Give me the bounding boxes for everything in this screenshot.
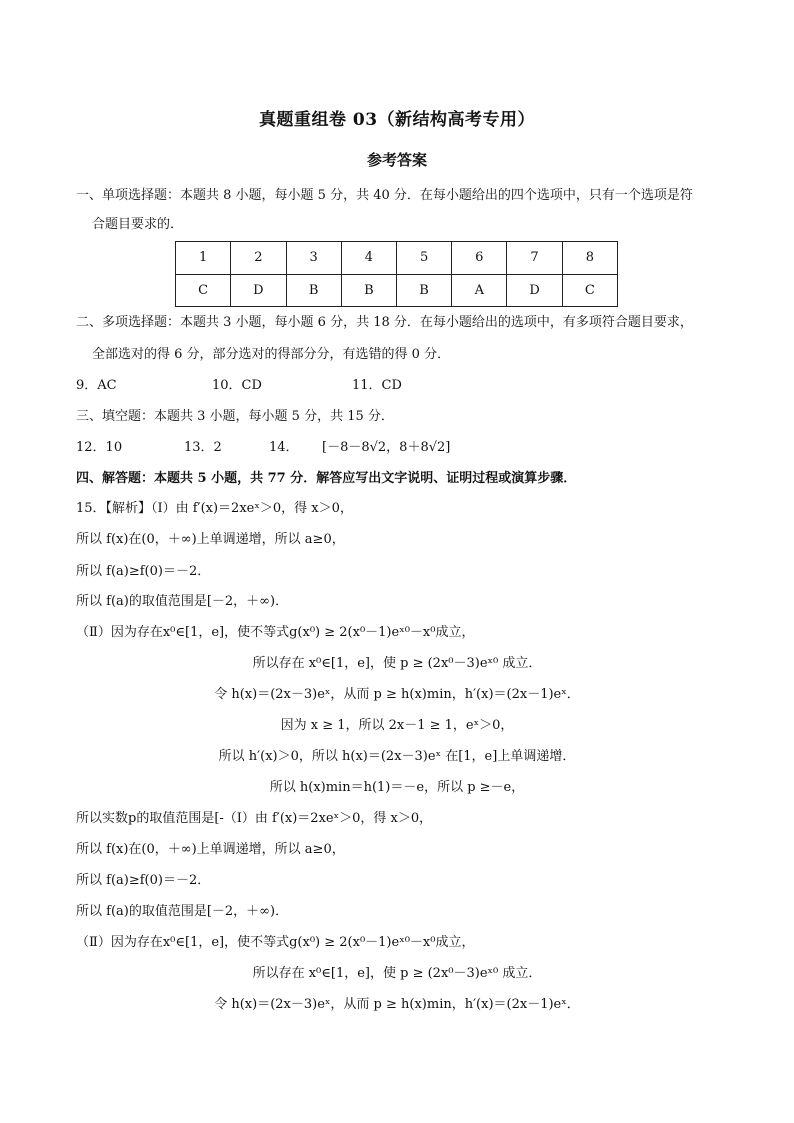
solution-line: 所以 f(x)在(0，＋∞)上单调递增，所以 a≥0， bbox=[76, 532, 345, 547]
solution-line: 所以存在 x⁰∈[1，e]，使 p ≥ (2x⁰－3)eˣ⁰ 成立． bbox=[252, 656, 542, 671]
answer-q10: 10．CD bbox=[212, 378, 262, 393]
document-title: 真题重组卷 03（新结构高考专用） bbox=[258, 110, 536, 130]
answer-cell: B bbox=[341, 274, 396, 307]
answer-q13: 13．2 bbox=[184, 440, 222, 455]
solution-line: 所以 f(a)的取值范围是[－2，＋∞)． bbox=[76, 904, 289, 919]
answer-q14-value: [－8－8√2，8＋8√2] bbox=[322, 440, 451, 455]
answer-cell: D bbox=[231, 274, 286, 307]
answer-key-heading: 参考答案 bbox=[366, 151, 427, 169]
solution-line: （Ⅱ）因为存在x⁰∈[1，e]，使不等式g(x⁰) ≥ 2(x⁰－1)eˣ⁰－x⁰成立， bbox=[76, 935, 475, 950]
section3-instructions: 三、填空题：本题共 3 小题，每小题 5 分，共 15 分． bbox=[76, 409, 394, 424]
solution-line: 所以 f(a)≥f(0)＝－2． bbox=[76, 564, 211, 579]
solution-line: （Ⅱ）因为存在x⁰∈[1，e]，使不等式g(x⁰) ≥ 2(x⁰－1)eˣ⁰－x⁰成立， bbox=[76, 625, 475, 640]
answer-cell: C bbox=[562, 274, 617, 307]
question-number-cell: 5 bbox=[396, 242, 451, 275]
question-number-cell: 8 bbox=[562, 242, 617, 275]
question-number-cell: 1 bbox=[176, 242, 231, 275]
question-number-cell: 3 bbox=[286, 242, 341, 275]
question-number-cell: 7 bbox=[507, 242, 562, 275]
section4-instructions: 四、解答题：本题共 5 小题，共 77 分．解答应写出文字说明、证明过程或演算步骤． bbox=[76, 471, 577, 486]
solution-line: 所以存在 x⁰∈[1，e]，使 p ≥ (2x⁰－3)eˣ⁰ 成立． bbox=[252, 966, 542, 981]
answer-q9: 9．AC bbox=[76, 378, 117, 393]
section1-instructions-line1: 一、单项选择题：本题共 8 小题，每小题 5 分，共 40 分．在每小题给出的四个选项中，只有一个选项是符 bbox=[76, 188, 693, 203]
answer-cell: C bbox=[176, 274, 231, 307]
answer-q14-label: 14． bbox=[269, 440, 299, 455]
solution-line: 因为 x ≥ 1，所以 2x－1 ≥ 1，eˣ＞0， bbox=[280, 718, 514, 733]
solution-line: 所以 f(x)在(0，＋∞)上单调递增，所以 a≥0， bbox=[76, 842, 345, 857]
solution-line: 令 h(x)＝(2x－3)eˣ，从而 p ≥ h(x)min，h′(x)＝(2x－1)eˣ． bbox=[214, 687, 580, 702]
answer-table bbox=[175, 241, 618, 307]
solution-line: 所以 h′(x)＞0，所以 h(x)＝(2x－3)eˣ 在[1，e]上单调递增． bbox=[218, 749, 576, 764]
solution-line: 令 h(x)＝(2x－3)eˣ，从而 p ≥ h(x)min，h′(x)＝(2x－1)eˣ． bbox=[214, 997, 580, 1012]
question-number-cell: 4 bbox=[341, 242, 396, 275]
section2-instructions-line2: 全部选对的得 6 分，部分选对的得部分分，有选错的得 0 分． bbox=[92, 347, 451, 362]
answer-cell: D bbox=[507, 274, 562, 307]
solution-line: 所以 f(a)的取值范围是[－2，＋∞)． bbox=[76, 594, 289, 609]
solution-line: 所以 h(x)min＝h(1)＝－e，所以 p ≥－e， bbox=[269, 780, 525, 795]
answer-cell: B bbox=[396, 274, 451, 307]
answer-q11: 11．CD bbox=[352, 378, 402, 393]
solution-line: 所以实数p的取值范围是[-（Ⅰ）由 f′(x)＝2xeˣ＞0，得 x＞0， bbox=[76, 811, 433, 826]
question-number-cell: 2 bbox=[231, 242, 286, 275]
answer-q12: 12．10 bbox=[76, 440, 123, 455]
answer-cell: B bbox=[286, 274, 341, 307]
solution-line: 所以 f(a)≥f(0)＝－2． bbox=[76, 873, 211, 888]
answer-table-answer-row bbox=[176, 274, 618, 307]
question-number-cell: 6 bbox=[452, 242, 507, 275]
solution-line: 15．【解析】（Ⅰ）由 f′(x)＝2xeˣ＞0，得 x＞0， bbox=[76, 501, 353, 516]
answer-cell: A bbox=[452, 274, 507, 307]
section1-instructions-line2: 合题目要求的． bbox=[92, 217, 184, 232]
answer-table-number-row bbox=[176, 242, 618, 275]
section2-instructions-line1: 二、多项选择题：本题共 3 小题，每小题 6 分，共 18 分．在每小题给出的选项中，有多项符合题目要求， bbox=[76, 315, 693, 330]
